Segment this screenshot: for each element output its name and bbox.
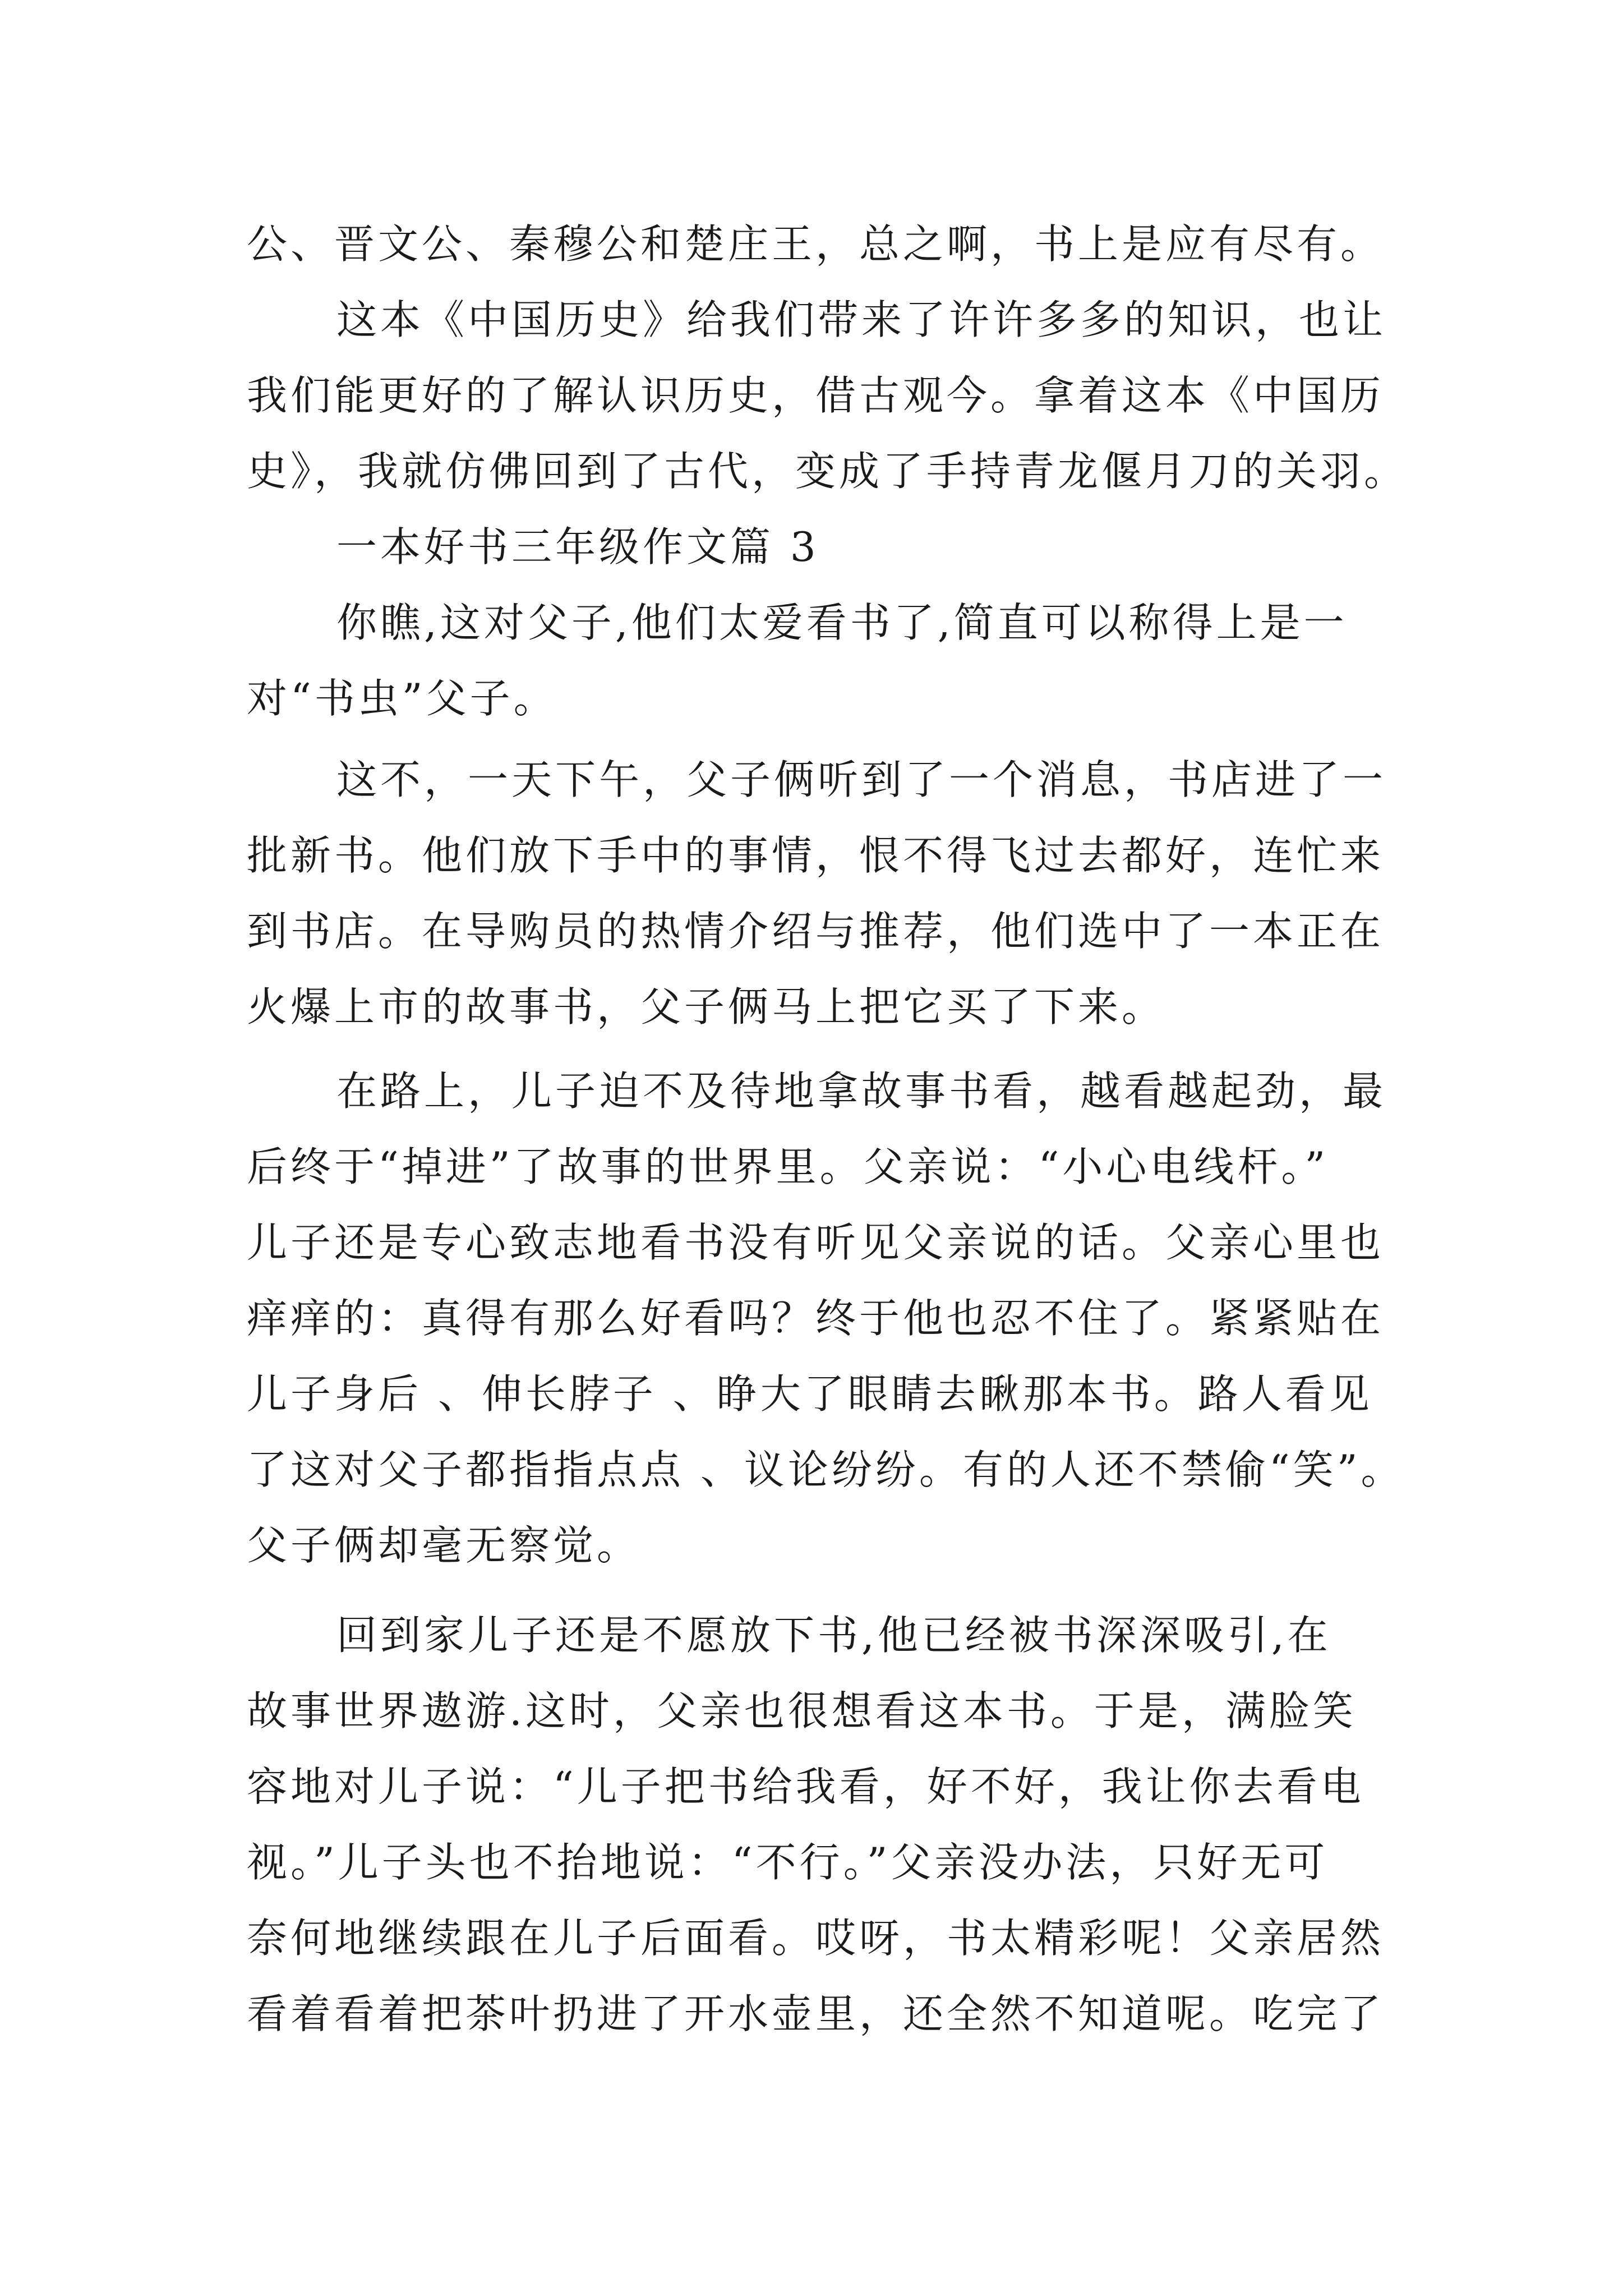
- text-line: 了这对父子都指指点点 、议论纷纷。有的人还不禁偷“笑”。: [247, 1446, 1405, 1493]
- text-line: 我们能更好的了解认识历史，借古观今。拿着这本《中国历: [247, 372, 1385, 419]
- text-line: 父子俩却毫无察觉。: [247, 1522, 641, 1569]
- text-line: 这本《中国历史》给我们带来了许许多多的知识，也让: [336, 296, 1387, 343]
- text-line: 儿子身后 、伸长脖子 、睁大了眼睛去瞅那本书。路人看见: [247, 1370, 1373, 1418]
- text-line: 这不，一天下午，父子俩听到了一个消息，书店进了一: [336, 756, 1387, 803]
- text-line: 看着看着把茶叶扔进了开水壶里，还全然不知道呢。吃完了: [247, 1990, 1385, 2037]
- text-line: 儿子还是专心致志地看书没有听见父亲说的话。父亲心里也: [247, 1219, 1385, 1266]
- text-line: 史》，我就仿佛回到了古代，变成了手持青龙偃月刀的关羽。: [247, 448, 1408, 495]
- text-line: 你瞧,这对父子,他们太爱看书了,简直可以称得上是一: [336, 599, 1348, 646]
- text-line: 回到家儿子还是不愿放下书,他已经被书深深吸引,在: [336, 1612, 1331, 1659]
- text-line: 痒痒的：真得有那么好看吗？终于他也忍不住了。紧紧贴在: [247, 1295, 1385, 1342]
- section-heading: 一本好书三年级作文篇 3: [336, 523, 819, 570]
- text-line: 容地对儿子说：“儿子把书给我看，好不好，我让你去看电: [247, 1763, 1364, 1810]
- text-line: 火爆上市的故事书，父子俩马上把它买了下来。: [247, 983, 1166, 1030]
- text-line: 到书店。在导购员的热情介绍与推荐，他们选中了一本正在: [247, 908, 1385, 955]
- text-line: 在路上，儿子迫不及待地拿故事书看，越看越起劲，最: [336, 1068, 1387, 1115]
- text-line: 故事世界遨游.这时，父亲也很想看这本书。于是，满脸笑: [247, 1687, 1357, 1734]
- text-line: 公、晋文公、秦穆公和楚庄王，总之啊，书上是应有尽有。: [247, 220, 1385, 268]
- text-line: 奈何地继续跟在儿子后面看。哎呀，书太精彩呢！父亲居然: [247, 1915, 1385, 1962]
- text-line: 批新书。他们放下手中的事情，恨不得飞过去都好，连忙来: [247, 832, 1385, 879]
- text-line: 后终于“掉进”了故事的世界里。父亲说：“小心电线杆。”: [247, 1143, 1329, 1190]
- text-line: 视。”儿子头也不抬地说：“不行。”父亲没办法，只好无可: [247, 1839, 1329, 1886]
- text-line: 对“书虫”父子。: [247, 675, 557, 722]
